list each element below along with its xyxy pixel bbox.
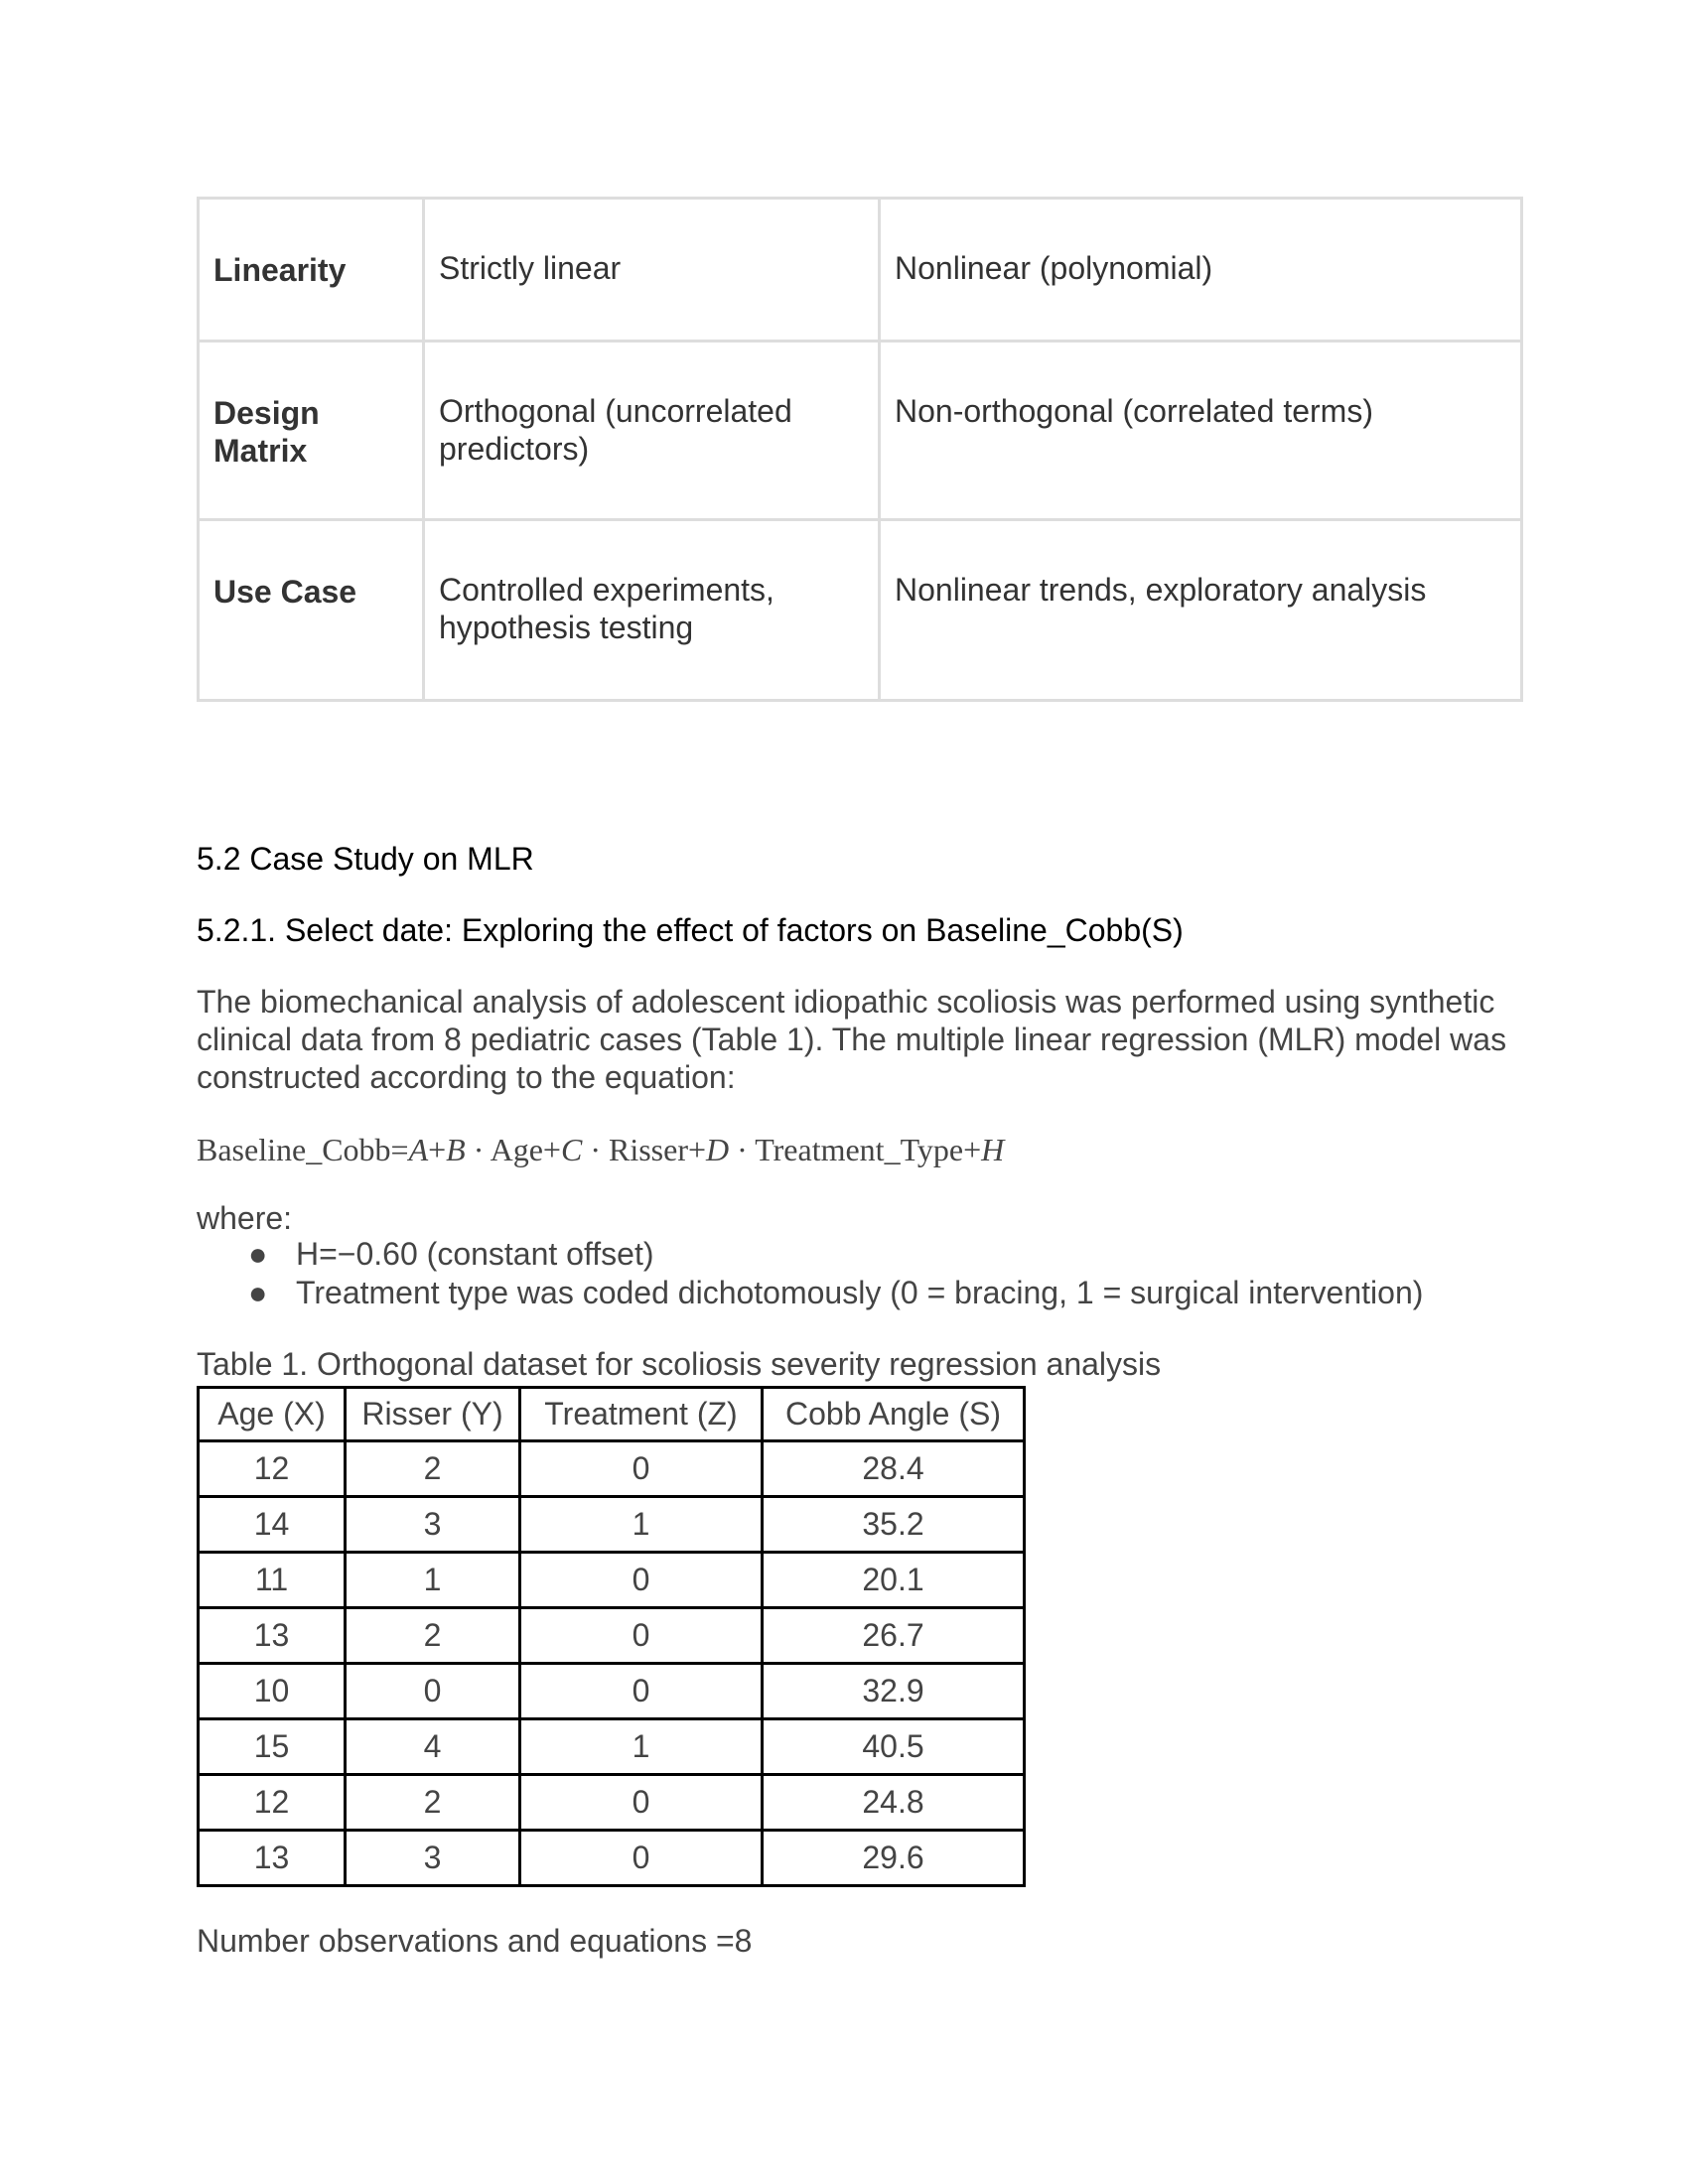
table-cell: 12	[199, 1441, 346, 1497]
table-cell: 13	[199, 1831, 346, 1886]
eq-plus: +	[542, 1132, 561, 1167]
observation-note: Number observations and equations =8	[197, 1923, 753, 1959]
table-cell: 20.1	[763, 1553, 1025, 1608]
table-row	[199, 1664, 1025, 1719]
table-header-row	[199, 1388, 1025, 1441]
eq-plus: +	[687, 1132, 707, 1167]
table-cell: Nonlinear trends, exploratory analysis	[880, 520, 1522, 701]
table-cell: 10	[199, 1664, 346, 1719]
column-header-cobb-angle: Cobb Angle (S)	[763, 1388, 1025, 1441]
column-header-age: Age (X)	[199, 1388, 346, 1441]
table-cell: 28.4	[763, 1441, 1025, 1497]
table-cell: Strictly linear	[424, 199, 880, 341]
table-cell: 0	[520, 1664, 763, 1719]
eq-risser: Risser	[608, 1132, 688, 1167]
table-row	[199, 1719, 1025, 1775]
table-row	[199, 1608, 1025, 1664]
table-cell: 1	[520, 1719, 763, 1775]
eq-dot: ·	[729, 1132, 756, 1167]
table-cell: 29.6	[763, 1831, 1025, 1886]
table-cell: Controlled experiments, hypothesis testing	[424, 520, 880, 701]
section-title: 5.2 Case Study on MLR	[197, 841, 534, 877]
data-table	[197, 1386, 1026, 1887]
table-cell: 13	[199, 1608, 346, 1664]
table-cell: Non-orthogonal (correlated terms)	[880, 341, 1522, 520]
eq-plus: +	[963, 1132, 982, 1167]
table-cell: 15	[199, 1719, 346, 1775]
eq-dot: ·	[582, 1132, 609, 1167]
eq-dot: ·	[465, 1132, 491, 1167]
bullet-icon: ●	[248, 1236, 268, 1272]
body-paragraph: The biomechanical analysis of adolescent idiopathic scoliosis was performed using synthetic clinical data from 8 pediatric cases (Table 1). The multiple linear regression (MLR) model was constructed according to the equation:	[197, 984, 1507, 1095]
eq-plus: +	[428, 1132, 447, 1167]
row-header-design-matrix: Design Matrix	[199, 341, 424, 520]
subsection-title: 5.2.1. Select date: Exploring the effect of factors on Baseline_Cobb(S)	[197, 912, 1184, 948]
table-cell: 1	[520, 1497, 763, 1553]
table-cell: 0	[346, 1664, 520, 1719]
eq-equals: =	[390, 1132, 409, 1167]
table-caption: Table 1. Orthogonal dataset for scoliosis severity regression analysis	[197, 1346, 1162, 1382]
table-row	[199, 1497, 1025, 1553]
table-row	[199, 1831, 1025, 1886]
eq-constant-h: H	[981, 1132, 1005, 1167]
table-cell: 14	[199, 1497, 346, 1553]
table-cell: 32.9	[763, 1664, 1025, 1719]
where-label: where:	[197, 1200, 293, 1236]
table-cell: 12	[199, 1775, 346, 1831]
bullet-list	[197, 1235, 1423, 1312]
list-item	[197, 1274, 1423, 1312]
table-cell: 0	[520, 1441, 763, 1497]
table-cell: 2	[346, 1775, 520, 1831]
table-cell: 0	[520, 1831, 763, 1886]
list-item	[197, 1235, 1423, 1274]
row-header-use-case: Use Case	[199, 520, 424, 701]
comparison-table	[197, 197, 1523, 702]
table-cell: Nonlinear (polynomial)	[880, 199, 1522, 341]
column-header-treatment: Treatment (Z)	[520, 1388, 763, 1441]
table-cell: 26.7	[763, 1608, 1025, 1664]
column-header-risser: Risser (Y)	[346, 1388, 520, 1441]
regression-equation	[197, 1130, 1004, 1169]
table-cell: 0	[520, 1775, 763, 1831]
eq-coef-c: C	[560, 1132, 583, 1167]
table-cell: 11	[199, 1553, 346, 1608]
table-cell: 3	[346, 1831, 520, 1886]
table-cell: 0	[520, 1553, 763, 1608]
eq-coef-b: B	[446, 1132, 466, 1167]
table-cell: 4	[346, 1719, 520, 1775]
table-cell: 24.8	[763, 1775, 1025, 1831]
table-cell: 35.2	[763, 1497, 1025, 1553]
eq-treatment: Treatment_Type	[755, 1132, 964, 1167]
eq-coef-d: D	[706, 1132, 730, 1167]
table-row	[199, 520, 1522, 701]
bullet-text: H=−0.60 (constant offset)	[296, 1236, 654, 1272]
table-cell: 2	[346, 1608, 520, 1664]
table-cell: 2	[346, 1441, 520, 1497]
bullet-text: Treatment type was coded dichotomously (0 = bracing, 1 = surgical intervention)	[296, 1275, 1424, 1310]
table-cell: 1	[346, 1553, 520, 1608]
table-row	[199, 1441, 1025, 1497]
table-cell: 0	[520, 1608, 763, 1664]
table-row	[199, 1775, 1025, 1831]
row-header-linearity: Linearity	[199, 199, 424, 341]
table-row	[199, 1553, 1025, 1608]
eq-age: Age	[490, 1132, 543, 1167]
eq-lhs: Baseline_Cobb	[197, 1132, 391, 1167]
table-cell: Orthogonal (uncorrelated predictors)	[424, 341, 880, 520]
table-cell: 3	[346, 1497, 520, 1553]
table-row	[199, 199, 1522, 341]
table-row	[199, 341, 1522, 520]
table-cell: 40.5	[763, 1719, 1025, 1775]
bullet-icon: ●	[248, 1275, 268, 1310]
eq-coef-a: A	[408, 1132, 429, 1167]
